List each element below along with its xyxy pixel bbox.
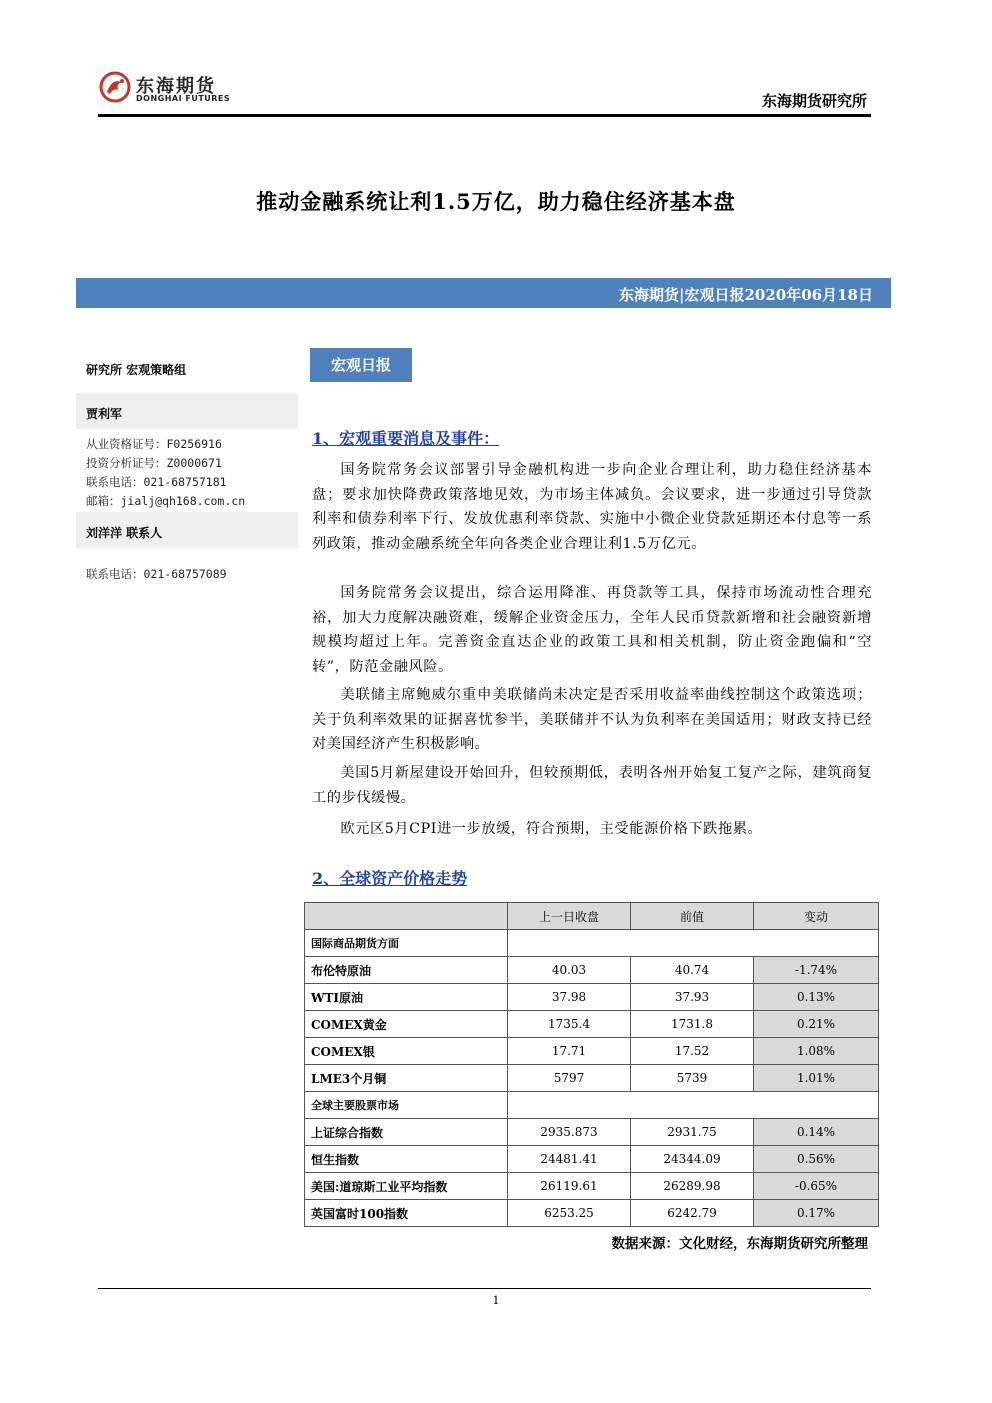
asset-name: 英国富时100指数 [305,1200,508,1227]
section1-heading: 1、宏观重要消息及事件： [312,429,500,448]
report-title: 推动金融系统让利1.5万亿，助力稳住经济基本盘 [256,189,736,214]
close-value: 17.71 [508,1038,631,1065]
company-logo [98,68,238,108]
close-value: 40.03 [508,957,631,984]
footer-divider [98,1288,871,1289]
asset-name: COMEX黄金 [305,1011,508,1038]
prev-value: 2931.75 [631,1119,754,1146]
paragraph: 国务院常务会议提出，综合运用降准、再贷款等工具，保持市场流动性合理充裕，加大力度解决融资难，缓解企业资金压力，全年人民币贷款新增和社会融资新增规模均超过上年。完善资金直达企业的政策工具和相关机制，防止资金跑偏和“空转”，防范金融风险。 [312,585,872,675]
banner-text: 东海期货|宏观日报2020年06月18日 [619,286,873,304]
paragraph: 国务院常务会议部署引导金融机构进一步向企业合理让利，助力稳住经济基本盘；要求加快降费政策落地见效，为市场主体减负。会议要求，进一步通过引导贷款利率和债券利率下行、发放优惠利率贷款、实施中小微企业贷款延期还本付息等一系列政策，推动金融系统全年向各类企业合理让利1.5万亿元。 [312,462,872,552]
change-value: -0.65% [754,1173,879,1200]
header-institute: 东海期货研究所 [761,92,867,110]
category-label: 国际商品期货方面 [305,930,508,957]
prev-value: 1731.8 [631,1011,754,1038]
dragon-emblem-icon [98,70,132,104]
table-row [305,1146,879,1173]
prev-value: 17.52 [631,1038,754,1065]
change-value: 0.14% [754,1119,879,1146]
header-divider [98,114,871,117]
close-value: 24481.41 [508,1146,631,1173]
analyst1-name: 贾利军 [86,407,123,421]
close-value: 5797 [508,1065,631,1092]
table-row [305,1011,879,1038]
change-value: 1.08% [754,1038,879,1065]
section2-heading: 2、全球资产价格走势 [312,869,468,888]
asset-name: WTI原油 [305,984,508,1011]
analyst1-line: 投资分析证号：Z0000671 [86,456,222,470]
table-row [305,957,879,984]
change-value: -1.74% [754,957,879,984]
data-source-note: 数据来源：文化财经，东海期货研究所整理 [611,1236,868,1252]
prev-value: 6242.79 [631,1200,754,1227]
table-row [305,984,879,1011]
analyst1-line: 联系电话：021-68757181 [86,475,227,489]
prev-value: 40.74 [631,957,754,984]
table-row [305,1038,879,1065]
logo-text-cn: 东海期货 [136,76,216,97]
change-value: 0.56% [754,1146,879,1173]
prev-value: 5739 [631,1065,754,1092]
close-value: 37.98 [508,984,631,1011]
prev-value: 24344.09 [631,1146,754,1173]
page-number: 1 [492,1294,500,1307]
analyst2-line: 联系电话：021-68757089 [86,567,227,581]
asset-name: 布伦特原油 [305,957,508,984]
analyst2-name: 刘洋洋 联系人 [86,526,163,540]
logo-text-en: DONGHAI FUTURES [136,94,231,103]
change-value: 0.21% [754,1011,879,1038]
report-banner [76,278,891,308]
change-value: 0.17% [754,1200,879,1227]
table-header-cell: 前值 [631,903,754,930]
asset-price-table [304,902,879,1227]
table-header-cell [305,903,508,930]
table-row [305,1065,879,1092]
change-value: 0.13% [754,984,879,1011]
prev-value: 37.93 [631,984,754,1011]
paragraph: 美国5月新屋建设开始回升，但较预期低，表明各州开始复工复产之际，建筑商复工的步伐缓慢。 [312,765,872,806]
paragraph: 美联储主席鲍威尔重申美联储尚未决定是否采用收益率曲线控制这个政策选项；关于负利率效果的证据喜忧参半，美联储并不认为负利率在美国适用；财政支持已经对美国经济产生积极影响。 [312,687,872,753]
close-value: 26119.61 [508,1173,631,1200]
sidebar-group: 研究所 宏观策略组 [86,363,187,377]
table-row [305,1119,879,1146]
asset-name: 恒生指数 [305,1146,508,1173]
table-category-row [305,930,879,957]
analyst1-email: 邮箱：jialj@qh168.com.cn [86,494,246,508]
change-value: 1.01% [754,1065,879,1092]
paragraph: 欧元区5月CPI进一步放缓，符合预期，主受能源价格下跌拖累。 [340,821,763,837]
analyst1-line: 从业资格证号：F0256916 [86,437,222,451]
close-value: 1735.4 [508,1011,631,1038]
table-header-cell: 上一日收盘 [508,903,631,930]
table-header-row [305,903,879,930]
close-value: 6253.25 [508,1200,631,1227]
close-value: 2935.873 [508,1119,631,1146]
table-row [305,1173,879,1200]
asset-name: 美国:道琼斯工业平均指数 [305,1173,508,1200]
table-category-row [305,1092,879,1119]
report-type-tag: 宏观日报 [310,348,412,382]
asset-name: LME3个月铜 [305,1065,508,1092]
asset-name: 上证综合指数 [305,1119,508,1146]
asset-name: COMEX银 [305,1038,508,1065]
category-label: 全球主要股票市场 [305,1092,508,1119]
table-row [305,1200,879,1227]
prev-value: 26289.98 [631,1173,754,1200]
table-header-cell: 变动 [754,903,879,930]
